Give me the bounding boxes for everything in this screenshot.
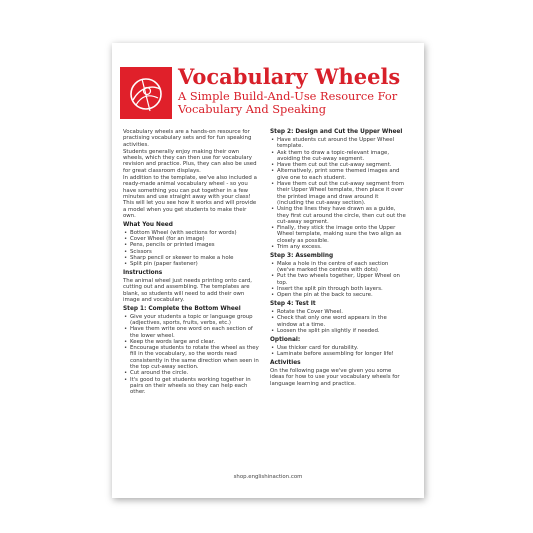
list-item: • Encourage students to rotate the wheel as they fill in the vocabulary, so the words read consistently in the same direction when seen in the top cut-away section. xyxy=(123,345,259,370)
instructions-text: The animal wheel just needs printing onto card, cutting out and assembling. The templates are blank, so students will need to add their own image and vocabulary. xyxy=(123,277,253,303)
page-title: Vocabulary Wheels xyxy=(178,64,401,89)
list-item: • Ask them to draw a topic-relevant image, avoiding the cut-away segment. xyxy=(270,150,406,163)
step4-heading: Step 4: Test It xyxy=(270,301,316,308)
step2-heading: Step 2: Design and Cut the Upper Wheel xyxy=(270,129,403,135)
intro-paragraph: Students generally enjoy making their own wheels, which they can then use for vocabulary revision and practice. Plus, they can also be used for great classroom displays. xyxy=(123,148,257,174)
optional-list xyxy=(270,345,406,358)
instructions-heading: Instructions xyxy=(123,269,163,276)
list-item: • Laminate before assembling for longer life! xyxy=(270,351,406,357)
right-column xyxy=(270,129,406,388)
step2-list xyxy=(270,137,406,250)
list-item: • Open the pin at the back to secure. xyxy=(270,292,406,298)
list-item: • Check that only one word appears in the window at a time. xyxy=(270,315,406,328)
list-item: • Cut around the circle. xyxy=(123,370,259,376)
list-item: • Put the two wheels together, Upper Wheel on top. xyxy=(270,273,406,286)
page-subtitle: A Simple Build-And-Use Resource For Vocabulary And Speaking xyxy=(178,89,398,116)
what-you-need-list xyxy=(123,230,259,268)
activities-text: On the following page we've given you some ideas for how to use your vocabulary wheels for language learning and practice. xyxy=(270,367,400,387)
list-item: • Keep the words large and clear. xyxy=(123,339,259,345)
footer-url: shop.englishinaction.com xyxy=(233,474,303,480)
list-item: • Scissors xyxy=(123,249,259,255)
list-item: • Cover Wheel (for an image) xyxy=(123,236,259,242)
list-item: • Split pin (paper fastener) xyxy=(123,261,259,267)
step3-list xyxy=(270,261,406,299)
list-item: • Give your students a topic or language group (adjectives, sports, fruits, verbs, etc.) xyxy=(123,314,259,327)
list-item: • Using the lines they have drawn as a guide, they first cut around the circle, then cut out the cut-away segment. xyxy=(270,206,406,225)
list-item: • Loosen the split pin slightly if needed. xyxy=(270,328,406,334)
list-item: • Make a hole in the centre of each section (we've marked the centres with dots) xyxy=(270,261,406,274)
optional-heading: Optional: xyxy=(270,336,301,343)
brand-logo-mark xyxy=(120,67,172,119)
step4-list xyxy=(270,309,406,334)
what-you-need-heading: What You Need xyxy=(123,221,173,228)
step1-heading: Step 1: Complete the Bottom Wheel xyxy=(123,305,241,312)
brand-logo xyxy=(120,67,172,119)
list-item: • Have them cut out the cut-away segment. xyxy=(270,162,406,168)
list-item: • Bottom Wheel (with sections for words) xyxy=(123,230,259,236)
list-item: • Have them cut out the cut-away segment from their Upper Wheel template, then place it over the printed image and draw around it (including the cut-away section). xyxy=(270,181,406,206)
step3-heading: Step 3: Assembling xyxy=(270,252,334,259)
list-item: • Trim any excess. xyxy=(270,244,406,250)
list-item: • Have them write one word on each section of the lower wheel. xyxy=(123,326,259,339)
left-column xyxy=(123,129,259,395)
intro-paragraph: Vocabulary wheels are a hands-on resource for practising vocabulary sets and for fun speaking activities. xyxy=(123,129,252,148)
list-item: • Have students cut around the Upper Wheel template. xyxy=(270,137,406,150)
list-item: • Finally, they stick the image onto the Upper Wheel template, making sure the two align as closely as possible. xyxy=(270,225,406,244)
list-item: • Sharp pencil or skewer to make a hole xyxy=(123,255,259,261)
list-item: • Pens, pencils or printed images xyxy=(123,242,259,248)
list-item: • Insert the split pin through both layers. xyxy=(270,286,406,292)
list-item: • Alternatively, print some themed images and give one to each student. xyxy=(270,168,406,181)
list-item: • It's good to get students working together in pairs on their wheels so they can help each other. xyxy=(123,377,259,396)
list-item: • Rotate the Cover Wheel. xyxy=(270,309,406,315)
list-item: • Use thicker card for durability. xyxy=(270,345,406,351)
step1-list xyxy=(123,314,259,396)
worksheet-page xyxy=(112,43,424,498)
intro-paragraph: In addition to the template, we've also included a ready-made animal vocabulary wheel - so you have something you can put together in a few minutes and use straight away with your class! This will let you see how it works and will provide a model when you get students to make their own. xyxy=(123,175,257,219)
activities-heading: Activities xyxy=(270,359,301,366)
